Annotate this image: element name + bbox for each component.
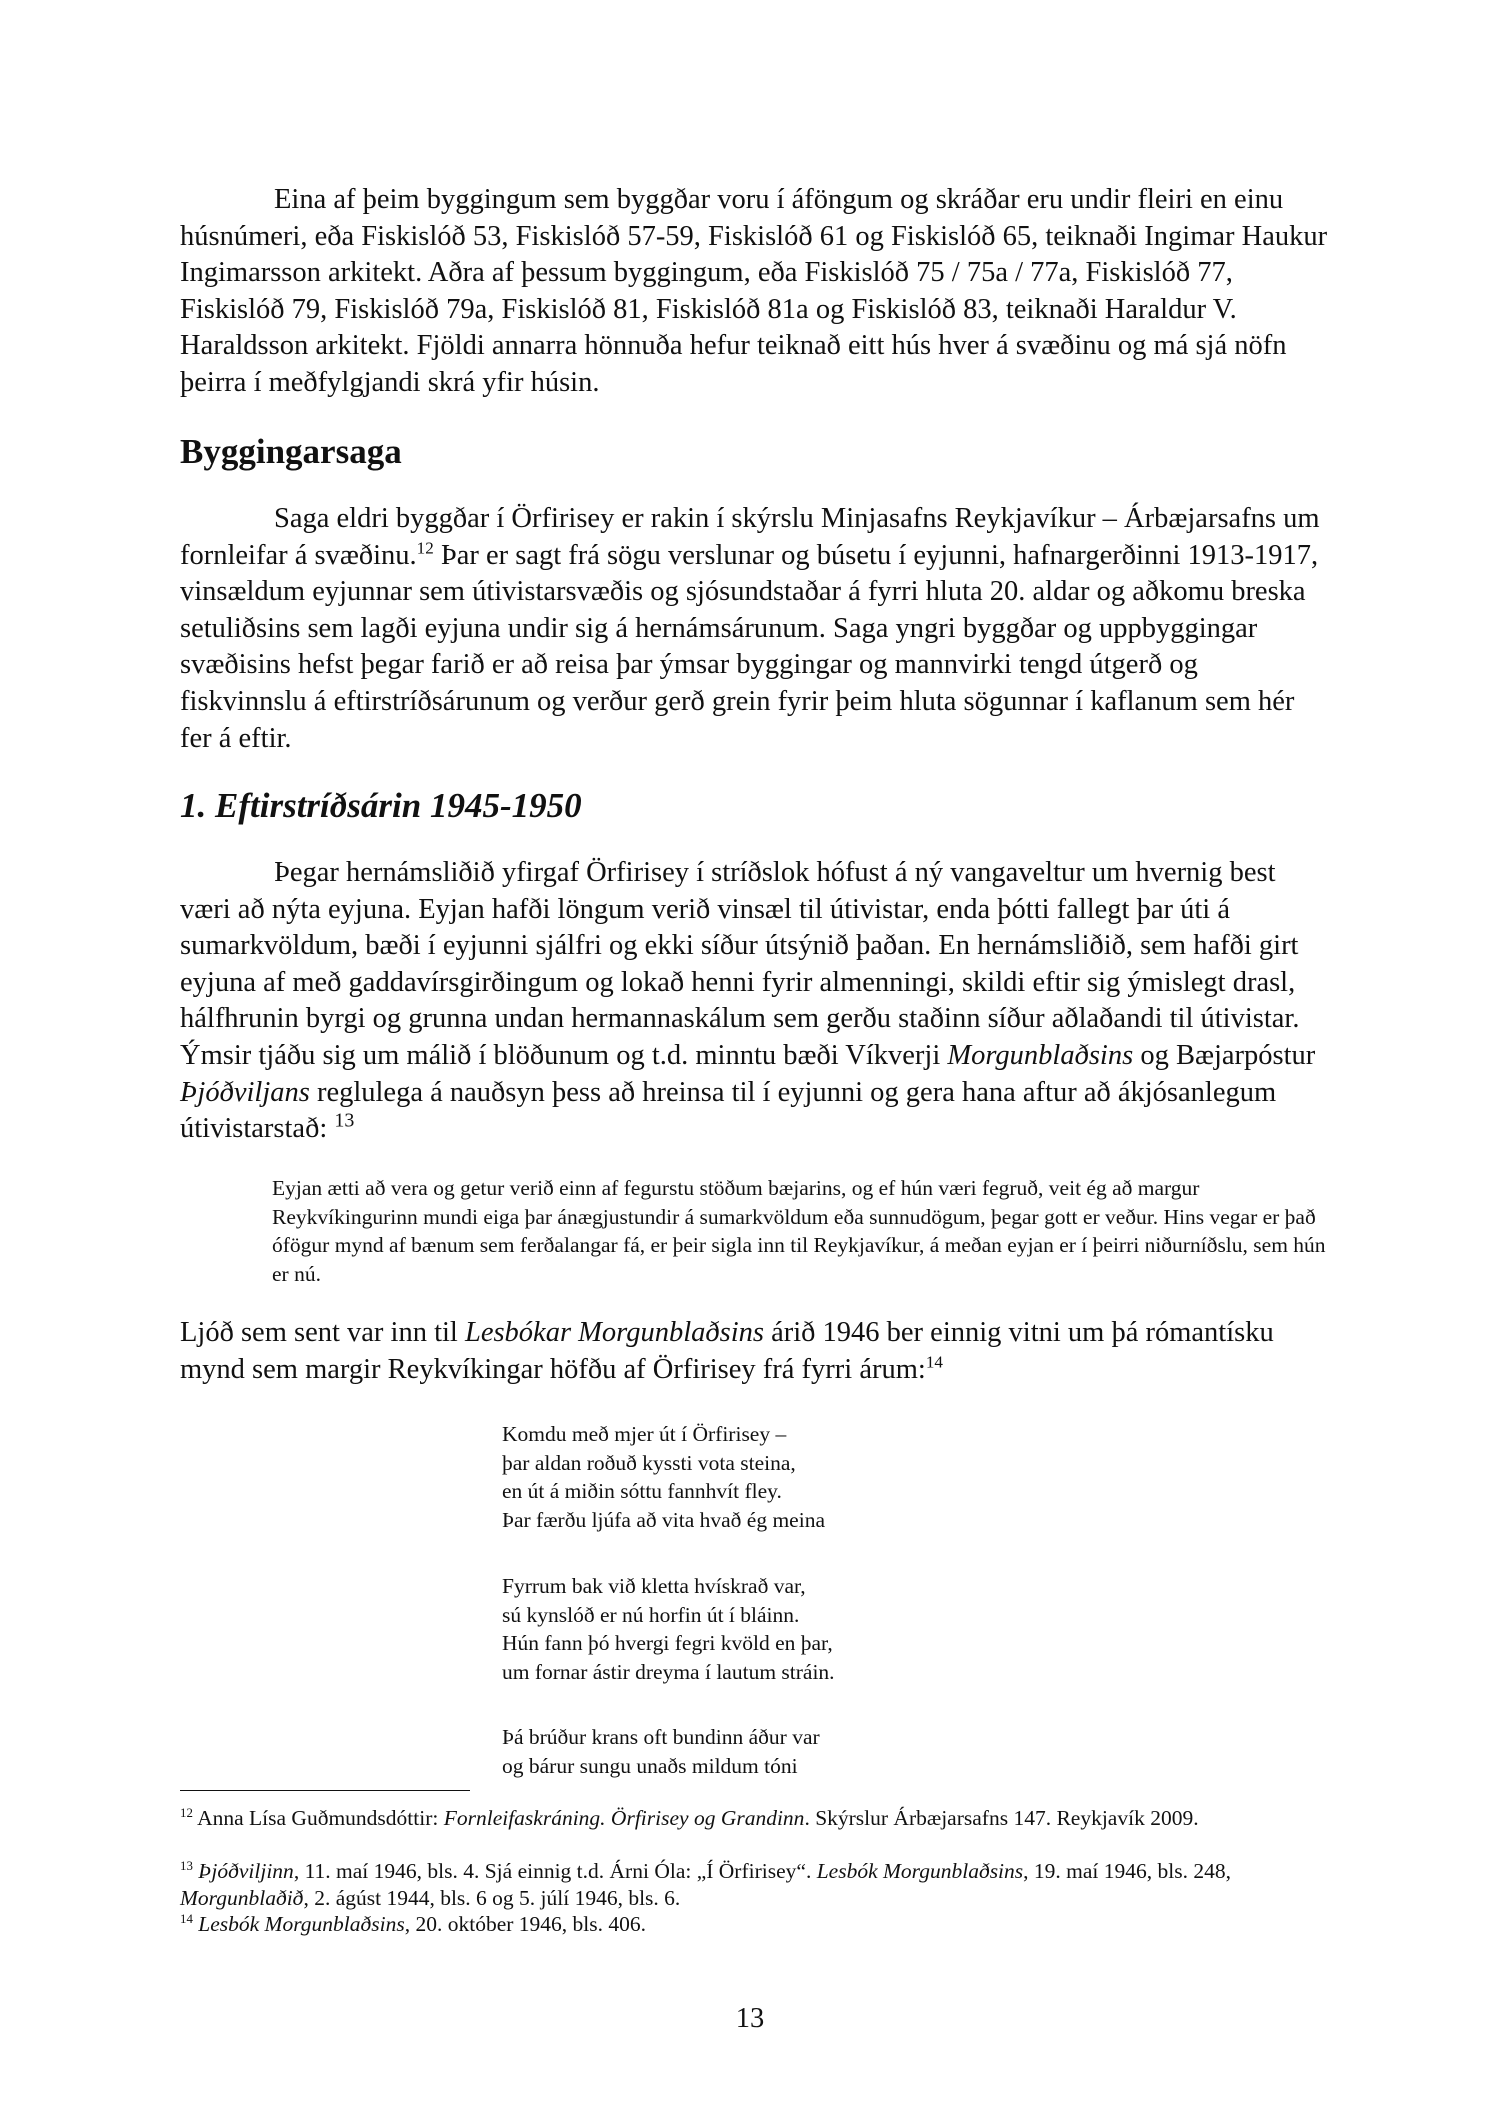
publication-title: Morgunblaðsins <box>947 1039 1134 1071</box>
publication-title: Þjóðviljans <box>180 1076 310 1108</box>
paragraph-poem-intro: Ljóð sem sent var inn til Lesbókar Morgunblaðsins árið 1946 ber einnig vitni um þá rómantísku mynd sem margir Reykvíkingar höfðu af Örfirisey frá fyrri árum:$^{14}$ <box>180 1317 1274 1385</box>
poem-line: en út á miðin sóttu fannhvít fley. <box>502 1479 782 1504</box>
poem-line: sú kynslóð er nú horfin út í bláinn. <box>502 1602 800 1627</box>
paragraph-postwar: Þegar hernámsliðið yfirgaf Örfirisey í stríðslok hófust á ný vangaveltur um hvernig best væri að nýta eyjuna. Eyjan hafði löngum verið vinsæl til útivistar, enda þótti fallegt þar úti á sumarkvöldum, bæði í eyjunni sjálfri og ekki síður útsýnið þaðan. En hernámsliðið, sem hafði girt eyjuna af með gaddavírsgirðingum og lokað henni fyrir almenningi, skildi eftir sig ýmislegt drasl, hálfhrunin byrgi og grunna undan hermannaskálum sem gerðu staðinn síður aðlaðandi til útivistar. Ýmsir tjáðu sig um málið í blöðunum og t.d. minntu bæði Víkverji Morgunblaðsins og Bæjarpóstur Þjóðviljans reglulega á nauðsyn þess að hreinsa til í eyjunni og gera hana aftur að ákjósanlegum útivistarstað: $^{13}$ <box>180 857 1316 1145</box>
paragraph-architects-text: Eina af þeim byggingum sem byggðar voru í áföngum og skráðar eru undir fleiri en einu húsnúmeri, eða Fiskislóð 53, Fiskislóð 57-59, Fiskislóð 61 og Fiskislóð 65, teiknaði Ingimar Haukur Ingimarsson arkitekt. Aðra af þessum byggingum, eða Fiskislóð 75 / 75a / 77a, Fiskislóð 77, Fiskislóð 79, Fiskislóð 79a, Fiskislóð 81, Fiskislóð 81a og Fiskislóð 83, teiknaði Haraldur V. Haraldsson arkitekt. Fjöldi annarra hönnuða hefur teiknað eitt hús hver á svæðinu og má sjá nöfn þeirra í meðfylgjandi skrá yfir húsin. <box>180 184 1328 398</box>
poem-line: og bárur sungu unaðs mildum tóni <box>502 1753 798 1778</box>
poem-line: Komdu með mjer út í Örfirisey – <box>502 1422 787 1446</box>
paragraph-history: Saga eldri byggðar í Örfirisey er rakin í skýrslu Minjasafns Reykjavíkur – Árbæjarsafns um fornleifar á svæðinu.$^{12}$ Þar er sagt frá sögu verslunar og búsetu í eyjunni, hafnargerðinni 1913-1917, vinsældum eyjunnar sem útivistarsvæðis og sjósundstaðar á fyrri hluta 20. aldar og aðkomu breska setuliðsins sem lagði eyjuna undir sig á hernámsárunum. Saga yngri byggðar og uppbyggingar svæðisins hefst þegar farið er að reisa þar ýmsar byggingar og mannvirki tengd útgerð og fiskvinnslu á eftirstríðsárunum og verður gerð grein fyrir þeim hluta sögunnar í kaflanum sem hér fer á eftir. <box>180 503 1320 754</box>
heading-byggingarsaga: Byggingarsaga <box>180 432 402 471</box>
poem-line: þar aldan roðuð kyssti vota steina, <box>502 1450 796 1475</box>
footnote-number: 12 <box>180 1805 193 1820</box>
footnote-number: 14 <box>180 1911 193 1926</box>
footnote-ref-12[interactable]: 12 <box>416 538 434 558</box>
paragraph-architects <box>180 182 1330 402</box>
page-number: 13 <box>735 2003 765 2034</box>
footnote-ref-14[interactable]: 14 <box>925 1352 943 1372</box>
footnote-separator <box>180 1790 470 1791</box>
block-quote: Eyjan ætti að vera og getur verið einn af fegurstu stöðum bæjarins, og ef hún væri fegruð, veit ég að margur Reykvíkingurinn mundi eiga þar ánægjustundir á sumarkvöldum eða sunnudögum, þegar gott er veður. Hins vegar er það ófögur mynd af bænum sem ferðalangar fá, er þeir sigla inn til Reykjavíkur, á meðan eyjan er í þeirri niðurníðslu, sem hún er nú. <box>272 1176 1326 1286</box>
poem-line: Þá brúður krans oft bundinn áður var <box>502 1725 820 1749</box>
poem-stanza-1 <box>502 1420 1102 1534</box>
heading-postwar-years: 1. Eftirstríðsárin 1945-1950 <box>180 786 582 825</box>
poem-line: Fyrrum bak við kletta hvískrað var, <box>502 1574 806 1598</box>
footnote-12: $^{12}$ Anna Lísa Guðmundsdóttir: Fornleifaskráning. Örfirisey og Grandinn. Skýrslur Árbæjarsafns 147. Reykjavík 2009. <box>180 1805 1199 1830</box>
poem-stanza-3 <box>502 1723 1102 1780</box>
footnote-number: 13 <box>180 1858 193 1873</box>
footnote-14: $^{14}$ Lesbók Morgunblaðsins, 20. október 1946, bls. 406. <box>180 1911 646 1936</box>
poem-line: Þar færðu ljúfa að vita hvað ég meina <box>502 1507 825 1532</box>
footnote-ref-13[interactable]: 13 <box>334 1109 355 1132</box>
footnote-13: $^{13}$ Þjóðviljinn, 11. maí 1946, bls. 4. Sjá einnig t.d. Árni Óla: „Í Örfirisey“. Lesbók Morgunblaðsins, 19. maí 1946, bls. 248, Morgunblaðið, 2. ágúst 1944, bls. 6 og 5. júlí 1946, bls. 6. <box>180 1858 1231 1910</box>
poem-line: Hún fann þó hvergi fegri kvöld en þar, <box>502 1631 833 1656</box>
publication-title: Lesbókar Morgunblaðsins <box>464 1317 764 1348</box>
poem-stanza-2 <box>502 1572 1102 1686</box>
poem-line: um fornar ástir dreyma í lautum stráin. <box>502 1659 835 1684</box>
